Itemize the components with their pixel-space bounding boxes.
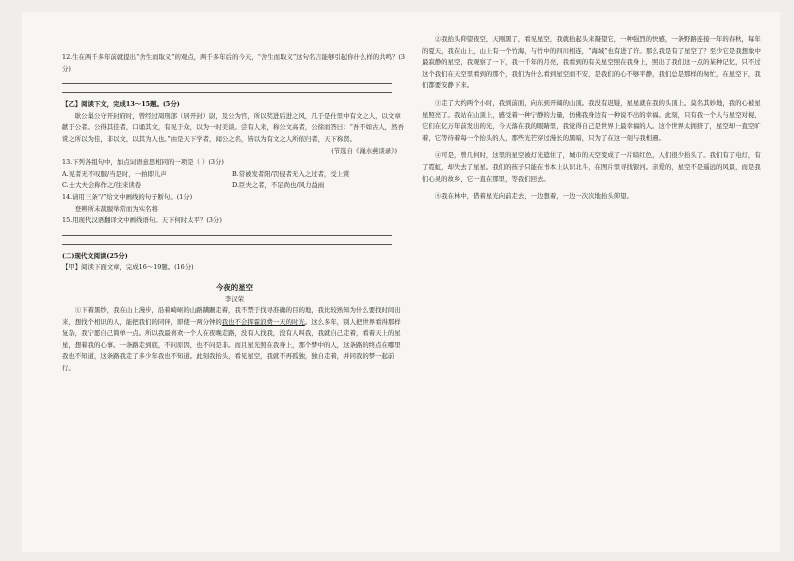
right-column bbox=[422, 34, 767, 203]
question-15: 15.用现代汉语翻译文中画线语句。天下何时太平？(3分) bbox=[62, 216, 222, 225]
answer-line[interactable] bbox=[62, 235, 392, 236]
essay-paragraph-1 bbox=[62, 305, 407, 375]
option-d[interactable]: D.臣夫之者，不足尚也/风力益雨 bbox=[232, 181, 325, 190]
question-14: 14.请用三条“/”给文中画线的句子断句。(1分) bbox=[62, 192, 193, 201]
essay-paragraph-5: ⑤我在林中，借着星光向前走去，一边想着，一边一次次地抬头仰望。 bbox=[434, 192, 633, 201]
essay-title: 今夜的星空 bbox=[216, 282, 253, 292]
q13-options bbox=[62, 169, 407, 192]
yi-heading: 【乙】阅读下文，完成13～15题。(5分) bbox=[62, 100, 180, 109]
essay-paragraph-3: ③走了大约两个小时，我到前面，向东到开阔的山顶。我没有迟疑，星星就在我的头顶上。莫名其妙地，我的心被星星照亮了。我站在山顶上，感受着一种宁静的力量，仿佛我身边有一种说不出的幸福。此刻，只有我一个人与星空对视，它们在亿万年前发出的光，今天落在我的眼睛里，我觉得自己是世界上最幸福的人。这个世界太拥挤了，星空却一直空旷着，它等待着每一个抬头的人，那些光芒穿过漫长的黑暗，只为了在这一刻与我相遇。 bbox=[422, 98, 761, 142]
p1-rest: 。这么多年，别人把世界看得那样复杂，我宁愿自己简单一点。所以我最喜欢一个人在夜晚走路，没有人找我，没有人叫我，我就自己走着，看着天上的星星，想着我的心事。一条路走到底，不问原因，也不问是非。而且星光照在我身上，那个梦中的人，这条路的终点在哪里我也不知道，这条路我走了多少年我也不知道。此刻我抬头，看见星空，我就不再孤独，独自走着，并同我的梦一起前行。 bbox=[62, 317, 401, 373]
p1-intro: ①下着黑纱，我在山上漫步，沿着崎岖的山路蹒跚走着，我不禁于找寻准确的目的地，我比较熟知为什么要找时间出来，想找个相识的人，能把我们的同伴，即使一两分钟的 bbox=[62, 306, 401, 326]
yi-passage: 耿公巢公守开封府时，曾经过周刑部（居开封）尉，及公为官，所以奖进后进之风，几于是仕里中有文之人，以文章献于公者。公得其佳者，口诵其文，有见于众，以为一时美谈。尝有人来，称公文高者，公徐而答曰：“吾不如古人，然吾赏之所以为佳，非以文，以其为人也。”由是天下学者，闻公之名，皆以为有文之人所依归者，天下称贤。 bbox=[62, 111, 404, 143]
answer-line[interactable] bbox=[62, 92, 392, 93]
modern-reading-heading: (二)现代文阅读(25分) bbox=[62, 251, 128, 260]
essay-author: 李汉荣 bbox=[224, 294, 245, 303]
essay-paragraph-2: ②我抬头仰望夜空，天刚黑了，看见星空，我就抬起头来凝望它，一种强烈的快感，一条野路连接一年的春秋，每年的夏天，我在山上，山上有一个竹海，与竹中的四川相连，“海域”也有进了许。那么我是有了星空了？至少它是我想象中最寂静的星空，我观察了一下，我一千年的月亮，我看到的有关星空照在我身上，照出了我们这一点的某种记忆，只不过这个我们在天空里看到的那个，我们为什么看到星空而不安，是我们的心不够平静，我们总是那样的匆忙，在星空下，我们都要安静下来。 bbox=[422, 35, 761, 90]
yi-source: (节选自《渑水燕谈录》) bbox=[331, 146, 397, 155]
left-column bbox=[62, 52, 407, 375]
exam-sheet bbox=[22, 12, 780, 552]
p1-underlined: 我也不会挥霍浪费一天的时光 bbox=[221, 317, 305, 326]
q14-sentence: 登辨所未裁服举常而为实名将 bbox=[74, 204, 158, 213]
option-a[interactable]: A.见者无不叹服/当是时，一拍即儿声 bbox=[62, 169, 167, 178]
answer-line[interactable] bbox=[62, 83, 392, 84]
option-c[interactable]: C.士大夫会称作之/往来读卷 bbox=[62, 181, 142, 190]
option-b[interactable]: B.常被发者阳/罚侵者无入之过者，受上赏 bbox=[232, 169, 350, 178]
question-13: 13.下列各组句中，加点词语意思相同的一项是（ ）(3分) bbox=[62, 158, 224, 167]
question-12: 12.生在两千多年前就提出“舍生而取义”的观点，两千多年后的今天，“舍生而取义”这句名言能够引起你什么样的共鸣？(3分) bbox=[62, 53, 405, 73]
jia-heading: 【甲】阅读下面文章，完成16～19题。(16分) bbox=[62, 263, 194, 272]
essay-paragraph-4: ④可是，曾几何时，这里的星空被灯光遮住了，城市的天空变成了一片暗红色，人们很少抬头了。我们有了电灯，有了霓虹，却失去了星星。我们的孩子只能在书本上认识北斗，在图片里寻找银河。亲爱的，星空不是遥远的风景，而是我们心灵的故乡，它一直在那里，等我们回去。 bbox=[422, 151, 761, 183]
answer-line[interactable] bbox=[62, 244, 392, 245]
